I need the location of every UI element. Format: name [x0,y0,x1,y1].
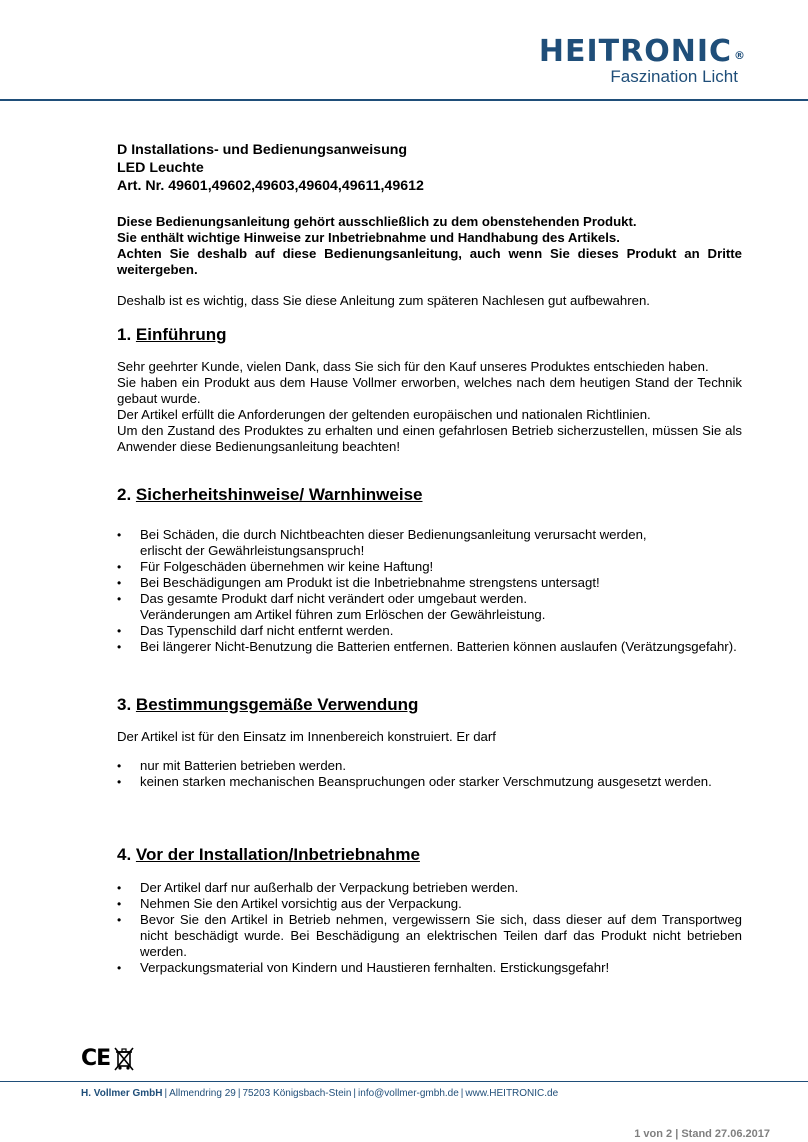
company-name: H. Vollmer GmbH [81,1088,163,1099]
s1-line-1: Sehr geehrter Kunde, vielen Dank, dass Sie sich für den Kauf unseres Produktes entschieden haben. [117,359,709,374]
doc-title-2: LED Leuchte [117,160,204,176]
intro-line-3: Achten Sie deshalb auf diese Bedienungsanleitung, auch wenn Sie dieses Produkt an Dritte weitergeben. [117,246,742,277]
brand-logo [539,36,746,87]
ce-mark-icon: CE [81,1046,111,1071]
page-number: 1 von 2 [634,1128,673,1140]
section-4-heading: 4. Vor der Installation/Inbetriebnahme [117,845,420,864]
registered-mark: ® [734,49,746,62]
page-info [634,1128,770,1140]
usage-list [117,758,742,790]
email-link[interactable]: info@vollmer-gmbh.de [358,1088,459,1099]
header-divider [0,99,808,101]
compliance-marks [81,1046,134,1071]
s1-line-2: Sie haben ein Produkt aus dem Hause Vollmer erworben, welches nach dem heutigen Stand der Technik gebaut wurde. [117,375,742,406]
list-item: • nur mit Batterien betrieben werden. [117,758,742,774]
doc-title-1: D Installations- und Bedienungsanweisung [117,142,408,158]
list-item: • Bei Beschädigungen am Produkt ist die Inbetriebnahme strengstens untersagt! [117,575,742,591]
street: Allmendring 29 [169,1088,236,1099]
brand-name: HEITRONIC ® [538,34,746,69]
section-2-heading: 2. Sicherheitshinweise/ Warnhinweise [117,485,423,504]
list-item: • Bevor Sie den Artikel in Betrieb nehmen, vergewissern Sie sich, dass dieser auf dem Transportweg nicht beschädigt wurde. Bei Beschädigung an elektrischen Teilen darf das Produkt nicht betrieben werden. [117,912,742,960]
weee-bin-icon [114,1047,134,1071]
s1-line-3: Der Artikel erfüllt die Anforderungen der geltenden europäischen und nationalen Richtlinien. [117,407,651,422]
footer-address: H. Vollmer GmbH | Allmendring 29 | 75203 Königsbach-Stein | info@vollmer-gmbh.de | www.HEITRONIC.de [81,1088,559,1099]
list-item: • keinen starken mechanischen Beanspruchungen oder starker Verschmutzung ausgesetzt werden. [117,774,742,790]
intro-line-1: Diese Bedienungsanleitung gehört ausschließlich zu dem obenstehenden Produkt. [117,214,637,229]
list-item: • Der Artikel darf nur außerhalb der Verpackung betrieben werden. [117,880,742,896]
document-body [117,141,742,976]
intro-line-2: Sie enthält wichtige Hinweise zur Inbetriebnahme und Handhabung des Artikels. [117,230,620,245]
section-1-heading: 1. Einführung [117,325,227,344]
brand-tagline: Faszination Licht [610,67,738,86]
section-3-heading: 3. Bestimmungsgemäße Verwendung [117,695,419,714]
installation-list [117,880,742,976]
list-item: • Bei längerer Nicht-Benutzung die Batterien entfernen. Batterien können auslaufen (Verätzungsgefahr). [117,639,742,655]
list-item: • Bei Schäden, die durch Nichtbeachten dieser Bedienungsanleitung verursacht werden, erlischt der Gewährleistungsanspruch! [117,527,742,559]
city: 75203 Königsbach-Stein [242,1088,352,1099]
list-item: • Für Folgeschäden übernehmen wir keine Haftung! [117,559,742,575]
list-item: • Verpackungsmaterial von Kindern und Haustieren fernhalten. Erstickungsgefahr! [117,960,742,976]
list-item: • Das Typenschild darf nicht entfernt werden. [117,623,742,639]
doc-title-3: Art. Nr. 49601,49602,49603,49604,49611,49612 [117,178,424,194]
website-link[interactable]: www.HEITRONIC.de [465,1088,559,1099]
list-item: • Nehmen Sie den Artikel vorsichtig aus der Verpackung. [117,896,742,912]
footer-divider [0,1081,808,1082]
keep-note: Deshalb ist es wichtig, dass Sie diese Anleitung zum späteren Nachlesen gut aufbewahren. [117,293,650,308]
list-item: • Das gesamte Produkt darf nicht verändert oder umgebaut werden. Veränderungen am Artikel führen zum Erlöschen der Gewährleistung. [117,591,742,623]
s3-intro: Der Artikel ist für den Einsatz im Innenbereich konstruiert. Er darf [117,729,496,744]
doc-date: | Stand 27.06.2017 [675,1128,770,1140]
safety-list [117,527,742,655]
s1-line-4: Um den Zustand des Produktes zu erhalten und einen gefahrlosen Betrieb sicherzustellen, müssen Sie als Anwender diese Bedienungsanleitung beachten! [117,423,742,454]
